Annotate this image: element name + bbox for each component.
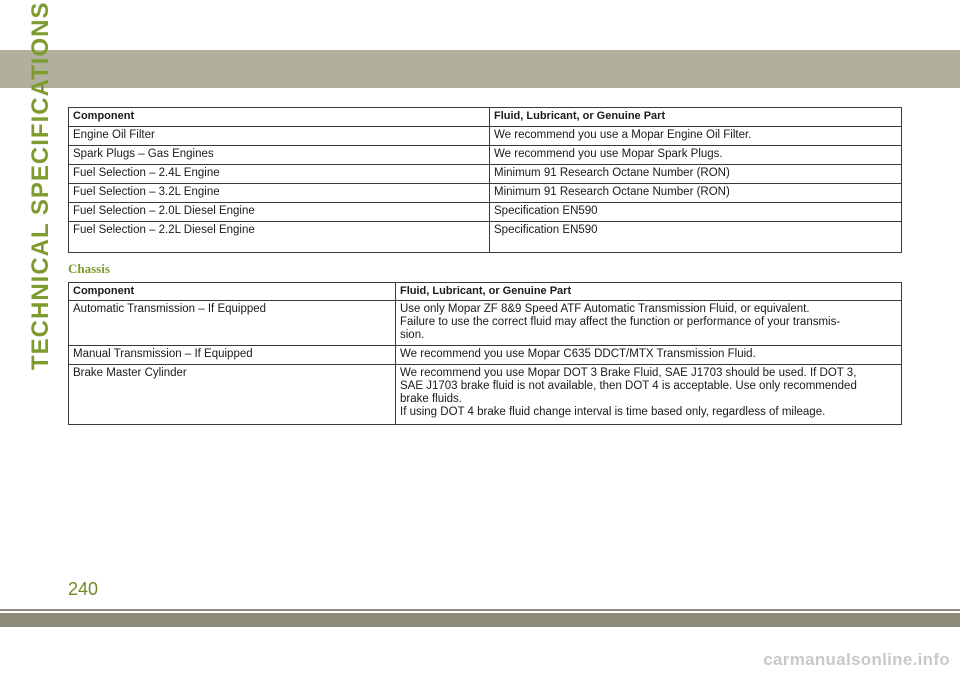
watermark-text: carmanualsonline.info: [763, 650, 950, 669]
table-row: [69, 222, 902, 253]
column-header-component: Component: [69, 108, 490, 127]
table-row: [69, 346, 902, 365]
fluid-cell: [396, 365, 902, 425]
section-side-title: TECHNICAL SPECIFICATIONS: [27, 1, 54, 370]
table-row: [69, 127, 902, 146]
table-row: [69, 203, 902, 222]
component-cell: Fuel Selection – 2.2L Diesel Engine: [69, 222, 490, 253]
component-cell: Automatic Transmission – If Equipped: [69, 301, 396, 346]
table-header-row: [69, 108, 902, 127]
table-row: [69, 301, 902, 346]
fluid-cell: We recommend you use a Mopar Engine Oil Filter.: [490, 127, 902, 146]
fluid-cell: Minimum 91 Research Octane Number (RON): [490, 184, 902, 203]
fluid-cell: [396, 346, 902, 365]
component-cell: Fuel Selection – 2.0L Diesel Engine: [69, 203, 490, 222]
fluid-cell: [396, 301, 902, 346]
fluid-cell: Specification EN590: [490, 203, 902, 222]
chassis-heading: Chassis: [68, 261, 110, 276]
chassis-fluids-table: [68, 282, 902, 425]
fluid-line: brake fluids.: [400, 393, 463, 405]
footer-band: [0, 613, 960, 627]
column-header-fluid: Fluid, Lubricant, or Genuine Part: [396, 283, 902, 301]
column-header-component: Component: [69, 283, 396, 301]
footer-rule: [0, 609, 960, 611]
fluid-line: Use only Mopar ZF 8&9 Speed ATF Automatic Transmission Fluid, or equivalent.: [400, 303, 810, 315]
component-cell: Fuel Selection – 2.4L Engine: [69, 165, 490, 184]
table-row: [69, 146, 902, 165]
fluid-line: Failure to use the correct fluid may affect the function or performance of your transmis-: [400, 316, 841, 328]
component-cell: Spark Plugs – Gas Engines: [69, 146, 490, 165]
fluid-line: We recommend you use Mopar DOT 3 Brake Fluid, SAE J1703 should be used. If DOT 3,: [400, 367, 857, 379]
table-row: [69, 165, 902, 184]
fluid-cell: Minimum 91 Research Octane Number (RON): [490, 165, 902, 184]
column-header-fluid: Fluid, Lubricant, or Genuine Part: [490, 108, 902, 127]
table-row: [69, 184, 902, 203]
fluid-line: sion.: [400, 329, 425, 341]
component-cell: Brake Master Cylinder: [69, 365, 396, 425]
engine-fluids-table: [68, 107, 902, 253]
component-cell: Manual Transmission – If Equipped: [69, 346, 396, 365]
component-cell: Fuel Selection – 3.2L Engine: [69, 184, 490, 203]
fluid-line: We recommend you use Mopar C635 DDCT/MTX Transmission Fluid.: [400, 348, 756, 360]
header-band: [0, 50, 960, 88]
table-header-row: [69, 283, 902, 301]
fluid-line: If using DOT 4 brake fluid change interval is time based only, regardless of mileage.: [400, 406, 826, 418]
component-cell: Engine Oil Filter: [69, 127, 490, 146]
fluid-cell: Specification EN590: [490, 222, 902, 253]
fluid-line: SAE J1703 brake fluid is not available, then DOT 4 is acceptable. Use only recommended: [400, 380, 857, 392]
fluid-cell: We recommend you use Mopar Spark Plugs.: [490, 146, 902, 165]
page-number: 240: [68, 579, 99, 599]
table-row: [69, 365, 902, 425]
